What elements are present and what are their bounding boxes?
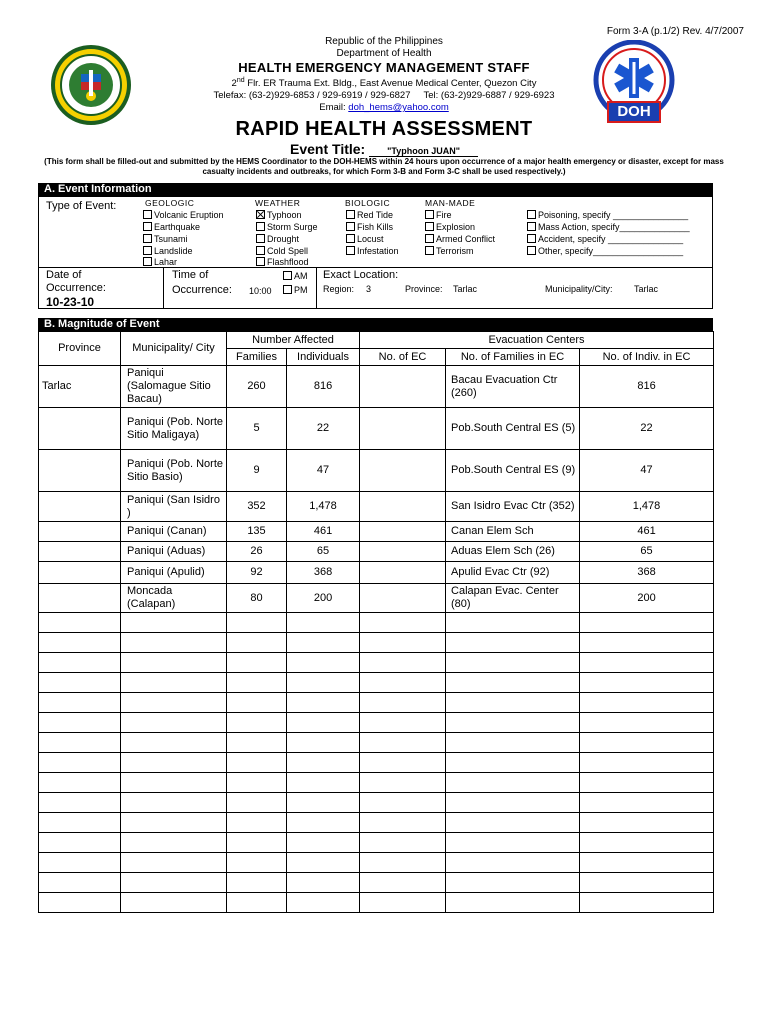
empty-cell[interactable] [287,673,360,693]
empty-cell[interactable] [227,833,287,853]
empty-table-row [39,673,714,693]
event-option[interactable]: Armed Conflict [425,233,495,245]
row-divider [39,267,712,268]
empty-cell[interactable] [121,893,227,913]
empty-cell[interactable] [446,873,580,893]
type-of-event-label: Type of Event: [46,200,117,212]
checkbox[interactable] [346,246,355,255]
event-option[interactable]: Typhoon [256,209,318,221]
event-option[interactable]: Mass Action, specify______________ [527,221,690,233]
empty-cell[interactable] [360,833,446,853]
empty-cell[interactable] [287,793,360,813]
section-b-header: B. Magnitude of Event [38,318,713,331]
province-header: Province [39,332,121,366]
empty-cell[interactable] [287,813,360,833]
checkbox[interactable] [143,257,152,266]
empty-cell[interactable] [121,753,227,773]
event-option[interactable]: Drought [256,233,318,245]
empty-cell[interactable] [580,633,714,653]
empty-cell[interactable] [287,633,360,653]
event-title [0,141,768,157]
checkbox[interactable] [346,210,355,219]
evacuation-centers-header: Evacuation Centers [360,332,714,349]
empty-cell[interactable] [580,673,714,693]
individuals-cell[interactable]: 368 [287,562,360,584]
municipality-cell[interactable]: Paniqui (Apulid) [121,562,227,584]
event-option[interactable]: Fish Kills [346,221,399,233]
number-affected-header: Number Affected [227,332,360,349]
empty-cell[interactable] [446,793,580,813]
empty-cell[interactable] [360,733,446,753]
empty-cell[interactable] [121,773,227,793]
event-option[interactable]: Volcanic Eruption [143,209,224,221]
checkbox[interactable] [143,246,152,255]
empty-cell[interactable] [580,893,714,913]
event-option[interactable]: Fire [425,209,495,221]
address-line: 2nd Flr. ER Trauma Ext. Bldg., East Avenue Medical Center, Quezon City [231,77,537,90]
empty-cell[interactable] [39,893,121,913]
event-title-value[interactable]: "Typhoon JUAN" [369,146,478,157]
empty-cell[interactable] [360,613,446,633]
empty-cell[interactable] [360,873,446,893]
empty-cell[interactable] [580,733,714,753]
families-cell[interactable]: 135 [227,522,287,542]
empty-cell[interactable] [39,753,121,773]
empty-cell[interactable] [580,713,714,733]
empty-cell[interactable] [360,673,446,693]
empty-cell[interactable] [580,873,714,893]
checkbox[interactable] [143,234,152,243]
form-number: Form 3-A (p.1/2) Rev. 4/7/2007 [606,26,744,37]
empty-table-row [39,853,714,873]
indiv-ec-cell[interactable]: 368 [580,562,714,584]
municipality-cell[interactable]: Paniqui (Canan) [121,522,227,542]
no-ec-cell[interactable] [360,542,446,562]
province-value[interactable]: Tarlac [453,284,478,294]
department-line: Department of Health [336,48,432,59]
checkbox[interactable] [143,222,152,231]
indiv-ec-header: No. of Indiv. in EC [580,349,714,366]
empty-cell[interactable] [227,693,287,713]
manmade-heading: MAN-MADE [425,198,476,208]
empty-cell[interactable] [287,753,360,773]
empty-table-row [39,693,714,713]
families-cell[interactable]: 260 [227,366,287,408]
checkbox[interactable] [283,285,292,294]
empty-cell[interactable] [121,673,227,693]
empty-cell[interactable] [39,713,121,733]
no-ec-cell[interactable] [360,450,446,492]
no-ec-cell[interactable] [360,584,446,613]
checkbox[interactable] [256,222,265,231]
manmade-list-2 [527,209,690,257]
empty-cell[interactable] [121,613,227,633]
letterhead [0,36,768,114]
checkbox[interactable] [425,246,434,255]
empty-cell[interactable] [227,873,287,893]
empty-cell[interactable] [287,693,360,713]
empty-cell[interactable] [446,753,580,773]
table-body [39,366,714,613]
empty-cell[interactable] [227,753,287,773]
empty-cell[interactable] [121,813,227,833]
empty-cell[interactable] [121,713,227,733]
empty-cell[interactable] [446,813,580,833]
empty-cell[interactable] [287,853,360,873]
manmade-list-1 [425,209,495,257]
no-ec-cell[interactable] [360,562,446,584]
empty-cell[interactable] [287,713,360,733]
empty-table-row [39,773,714,793]
am-option[interactable]: AM [283,270,308,282]
email-line: Email: doh_hems@yahoo.com [319,102,449,114]
empty-cell[interactable] [360,793,446,813]
empty-cell[interactable] [121,793,227,813]
empty-cell[interactable] [227,713,287,733]
empty-cell[interactable] [580,613,714,633]
empty-cell[interactable] [446,893,580,913]
checkbox[interactable] [425,222,434,231]
empty-cell[interactable] [580,833,714,853]
empty-table-row [39,733,714,753]
table-row [39,522,714,542]
municipality-header: Municipality/ City [121,332,227,366]
empty-cell[interactable] [121,633,227,653]
checkbox[interactable] [346,222,355,231]
event-option[interactable]: Locust [346,233,399,245]
event-option[interactable]: Red Tide [346,209,399,221]
indiv-ec-cell[interactable]: 200 [580,584,714,613]
individuals-header: Individuals [287,349,360,366]
families-cell[interactable]: 5 [227,408,287,450]
indiv-ec-cell[interactable]: 816 [580,366,714,408]
event-option[interactable]: Earthquake [143,221,224,233]
no-ec-cell[interactable] [360,522,446,542]
empty-cell[interactable] [446,853,580,873]
biologic-list [346,209,399,257]
families-cell[interactable]: 9 [227,450,287,492]
province-cell[interactable] [39,408,121,450]
checkbox[interactable] [143,210,152,219]
date-label: Date of Occurrence: [46,269,106,294]
empty-cell[interactable] [446,633,580,653]
empty-cell[interactable] [227,733,287,753]
individuals-cell[interactable]: 22 [287,408,360,450]
table-row [39,408,714,450]
empty-cell[interactable] [227,653,287,673]
empty-cell[interactable] [580,813,714,833]
province-cell[interactable] [39,492,121,522]
empty-table-row [39,833,714,853]
empty-cell[interactable] [360,773,446,793]
empty-cell[interactable] [360,693,446,713]
email-link[interactable]: doh_hems@yahoo.com [348,102,449,114]
checkbox[interactable] [527,210,536,219]
empty-cell[interactable] [360,633,446,653]
empty-cell[interactable] [360,813,446,833]
checkbox-checked[interactable] [256,210,265,219]
individuals-cell[interactable]: 1,478 [287,492,360,522]
empty-cell[interactable] [39,653,121,673]
checkbox[interactable] [256,234,265,243]
empty-cell[interactable] [580,793,714,813]
event-option[interactable]: Accident, specify _______________ [527,233,690,245]
checkbox[interactable] [527,246,536,255]
empty-cell[interactable] [360,653,446,673]
municipality-cell[interactable]: Paniqui (Pob. Norte Sitio Basio) [121,450,227,492]
empty-cell[interactable] [360,853,446,873]
indiv-ec-cell[interactable]: 22 [580,408,714,450]
empty-cell[interactable] [446,773,580,793]
event-option[interactable]: Poisoning, specify _______________ [527,209,690,221]
checkbox[interactable] [256,257,265,266]
empty-cell[interactable] [39,733,121,753]
empty-cell[interactable] [287,653,360,673]
municipality-cell[interactable]: Moncada (Calapan) [121,584,227,613]
province-cell[interactable] [39,584,121,613]
municipality-cell[interactable]: Paniqui (Pob. Norte Sitio Maligaya) [121,408,227,450]
families-cell[interactable]: 352 [227,492,287,522]
empty-table-row [39,633,714,653]
families-ec-cell[interactable]: Pob.South Central ES (5) [446,408,580,450]
no-ec-cell[interactable] [360,366,446,408]
municipality-cell[interactable]: Paniqui (Salomague Sitio Bacau) [121,366,227,408]
empty-cell[interactable] [121,733,227,753]
empty-cell[interactable] [287,613,360,633]
region-label: Region: [323,284,355,294]
table-row [39,542,714,562]
empty-cell[interactable] [39,613,121,633]
table-row [39,584,714,613]
municipality-value[interactable]: Tarlac [634,284,659,294]
empty-cell[interactable] [360,893,446,913]
event-option[interactable]: Flashflood [256,257,318,267]
date-value[interactable]: 10-23-10 [46,295,95,309]
time-value[interactable]: 10:00 [249,286,272,296]
families-ec-header: No. of Families in EC [446,349,580,366]
office-name: HEALTH EMERGENCY MANAGEMENT STAFF [238,60,530,75]
empty-cell[interactable] [287,873,360,893]
empty-cell[interactable] [227,793,287,813]
empty-cell[interactable] [227,813,287,833]
empty-cell[interactable] [39,673,121,693]
empty-cell[interactable] [360,753,446,773]
weather-list [256,209,318,267]
families-header: Families [227,349,287,366]
province-cell[interactable]: Tarlac [39,366,121,408]
event-option[interactable]: Explosion [425,221,495,233]
empty-table-row [39,613,714,633]
families-ec-cell[interactable]: San Isidro Evac Ctr (352) [446,492,580,522]
families-ec-cell[interactable]: Pob.South Central ES (9) [446,450,580,492]
families-cell[interactable]: 26 [227,542,287,562]
individuals-cell[interactable]: 200 [287,584,360,613]
event-option[interactable]: Terrorism [425,245,495,257]
empty-table-row [39,753,714,773]
event-option[interactable]: Infestation [346,245,399,257]
empty-cell[interactable] [39,633,121,653]
event-option[interactable]: Cold Spell [256,245,318,257]
empty-table-row [39,713,714,733]
province-cell[interactable] [39,450,121,492]
empty-cell[interactable] [287,773,360,793]
empty-cell[interactable] [39,833,121,853]
empty-cell[interactable] [39,873,121,893]
table-row [39,492,714,522]
table-row [39,562,714,584]
empty-cell[interactable] [446,713,580,733]
indiv-ec-cell[interactable]: 1,478 [580,492,714,522]
table-row [39,366,714,408]
exact-location-label: Exact Location: [323,269,399,281]
families-ec-cell[interactable]: Bacau Evacuation Ctr (260) [446,366,580,408]
empty-cell[interactable] [580,773,714,793]
municipality-cell[interactable]: Paniqui (San Isidro ) [121,492,227,522]
empty-cell[interactable] [287,833,360,853]
empty-cell[interactable] [39,853,121,873]
table-row [39,450,714,492]
empty-table-row [39,813,714,833]
empty-cell[interactable] [39,793,121,813]
indiv-ec-cell[interactable]: 47 [580,450,714,492]
province-cell[interactable] [39,562,121,584]
indiv-ec-cell[interactable]: 65 [580,542,714,562]
magnitude-table [38,331,714,913]
empty-cell[interactable] [580,753,714,773]
section-a-header: A. Event Information [38,183,713,196]
republic-line: Republic of the Philippines [325,36,443,47]
event-option[interactable]: Other, specify__________________ [527,245,690,257]
checkbox[interactable] [346,234,355,243]
indiv-ec-cell[interactable]: 461 [580,522,714,542]
province-label: Province: [405,284,443,294]
event-title-label: Event Title: [290,141,366,157]
event-option[interactable]: Storm Surge [256,221,318,233]
empty-cell[interactable] [580,853,714,873]
empty-cell[interactable] [39,693,121,713]
individuals-cell[interactable]: 461 [287,522,360,542]
event-option[interactable]: Lahar [143,257,224,267]
empty-cell[interactable] [446,613,580,633]
empty-cell[interactable] [121,693,227,713]
individuals-cell[interactable]: 816 [287,366,360,408]
families-ec-cell[interactable]: Calapan Evac. Center (80) [446,584,580,613]
no-ec-header: No. of EC [360,349,446,366]
doh-logo-text: DOH [617,103,651,120]
municipality-cell[interactable]: Paniqui (Aduas) [121,542,227,562]
empty-cell[interactable] [287,893,360,913]
province-cell[interactable] [39,522,121,542]
checkbox[interactable] [527,222,536,231]
empty-cell[interactable] [446,833,580,853]
empty-cell[interactable] [227,853,287,873]
event-option[interactable]: Landslide [143,245,224,257]
phone-line: Telefax: (63-2)929-6853 / 929-6919 / 929-6827 Tel: (63-2)929-6887 / 929-6923 [213,90,555,102]
empty-cell[interactable] [227,773,287,793]
families-ec-cell[interactable]: Canan Elem Sch [446,522,580,542]
empty-cell[interactable] [121,853,227,873]
province-cell[interactable] [39,542,121,562]
families-ec-cell[interactable]: Aduas Elem Sch (26) [446,542,580,562]
geologic-list [143,209,224,267]
empty-cell[interactable] [227,673,287,693]
empty-cell[interactable] [446,653,580,673]
empty-cell[interactable] [287,733,360,753]
families-ec-cell[interactable]: Apulid Evac Ctr (92) [446,562,580,584]
time-label-1: Time of [172,269,209,281]
checkbox[interactable] [527,234,536,243]
time-label-2: Occurrence: [172,284,232,296]
pm-option[interactable]: PM [283,284,308,296]
empty-table-row [39,893,714,913]
families-cell[interactable]: 92 [227,562,287,584]
event-information-box [38,196,713,309]
checkbox[interactable] [425,234,434,243]
municipality-label: Municipality/City: [545,284,613,294]
empty-cell[interactable] [121,833,227,853]
empty-cell[interactable] [227,613,287,633]
checkbox[interactable] [425,210,434,219]
families-cell[interactable]: 80 [227,584,287,613]
empty-cell[interactable] [446,673,580,693]
geologic-heading: GEOLOGIC [145,198,195,208]
col-divider [316,267,317,308]
col-divider [163,267,164,308]
checkbox[interactable] [256,246,265,255]
empty-cell[interactable] [580,653,714,673]
empty-cell[interactable] [121,653,227,673]
empty-cell[interactable] [446,693,580,713]
empty-cell[interactable] [580,693,714,713]
no-ec-cell[interactable] [360,408,446,450]
empty-cell[interactable] [227,633,287,653]
empty-cell[interactable] [39,813,121,833]
individuals-cell[interactable]: 65 [287,542,360,562]
form-title: RAPID HEALTH ASSESSMENT [235,118,533,140]
no-ec-cell[interactable] [360,492,446,522]
empty-table-row [39,873,714,893]
individuals-cell[interactable]: 47 [287,450,360,492]
empty-cell[interactable] [121,873,227,893]
region-value[interactable]: 3 [366,284,372,294]
empty-cell[interactable] [360,713,446,733]
checkbox[interactable] [283,271,292,280]
empty-table-row [39,653,714,673]
empty-cell[interactable] [227,893,287,913]
empty-cell[interactable] [446,733,580,753]
instructions-note: (This form shall be filled-out and submitted by the HEMS Coordinator to the DOH-HEMS within 24 hours upon occurrence of a major health emergency or disaster, except for mass casualty incidents and outbreaks, for which Form 3-B and Form 3-C shall be used respectively.) [44,157,724,176]
blank-rows [39,613,714,913]
weather-heading: WEATHER [255,198,301,208]
empty-table-row [39,793,714,813]
event-option[interactable]: Tsunami [143,233,224,245]
empty-cell[interactable] [39,773,121,793]
biologic-heading: BIOLOGIC [345,198,391,208]
